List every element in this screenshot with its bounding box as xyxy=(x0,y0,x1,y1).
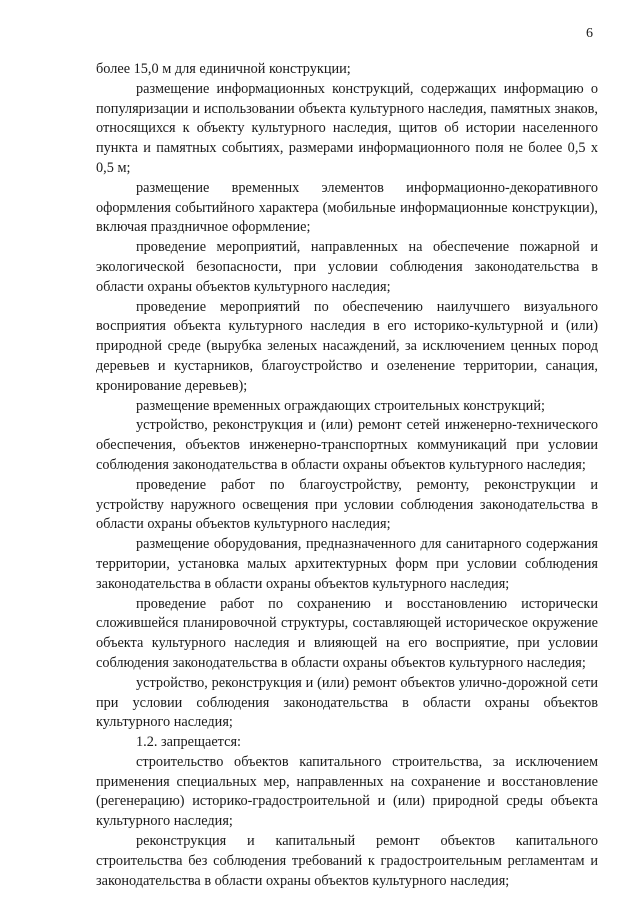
paragraph: строительство объектов капитального строительства, за исключением применения специальных мер, направленных на сохранение и восстановление (регенерацию) историко-градостроительной и (или) природной среды объекта культурного наследия; xyxy=(96,753,598,830)
paragraph: размещение временных ограждающих строительных конструкций; xyxy=(136,397,545,414)
section-heading: 1.2. запрещается: xyxy=(136,734,241,751)
paragraph: проведение работ по сохранению и восстановлению исторически сложившейся планировочной структуры, составляющей историческое окружение объекта культурного наследия и влияющей на его восприятие, при условии соблюдения законодательства в области охраны объектов культурного наследия; xyxy=(96,595,598,671)
page-number: 6 xyxy=(586,26,593,41)
paragraph: устройство, реконструкция и (или) ремонт сетей инженерно-технического обеспечения, объектов инженерно-транспортных коммуникаций при условии соблюдения законодательства в области охраны объектов культурного наследия; xyxy=(96,417,598,473)
paragraph: более 15,0 м для единичной конструкции; xyxy=(96,61,351,77)
paragraph: проведение мероприятий по обеспечению наилучшего визуального восприятия объекта культурного наследия в его историко-культурной и (или) природной среде (вырубка зеленых насаждений, за исключением ценных пород деревьев и кустарников, благоустройство и озеленение территории, санация, кронирование деревьев); xyxy=(96,298,598,394)
paragraph: размещение временных элементов информационно-декоративного оформления событийного характера (мобильные информационные конструкции), включая праздничное оформление; xyxy=(96,179,598,236)
paragraph: размещение оборудования, предназначенного для санитарного содержания территории, установка малых архитектурных форм при условии соблюдения законодательства в области охраны объектов культурного наследия; xyxy=(96,536,598,592)
document-body xyxy=(96,60,598,891)
paragraph: проведение работ по благоустройству, ремонту, реконструкции и устройству наружного освещения при условии соблюдения законодательства в области охраны объектов культурного наследия; xyxy=(96,476,598,533)
paragraph: проведение мероприятий, направленных на обеспечение пожарной и экологической безопасности, при условии соблюдения законодательства в области охраны объектов культурного наследия; xyxy=(96,239,598,295)
paragraph: реконструкция и капитальный ремонт объектов капитального строительства без соблюдения требований к градостроительным регламентам и законодательства в области охраны объектов культурного наследия; xyxy=(96,833,598,889)
paragraph: размещение информационных конструкций, содержащих информацию о популяризации и использовании объекта культурного наследия, памятных знаков, относящихся к объекту культурного наследия, щитов об истории населенного пункта и памятных событиях, размерами информационного поля не более 0,5 х 0,5 м; xyxy=(96,80,598,176)
paragraph: устройство, реконструкция и (или) ремонт объектов улично-дорожной сети при условии соблюдения законодательства в области охраны объектов культурного наследия; xyxy=(96,674,598,731)
